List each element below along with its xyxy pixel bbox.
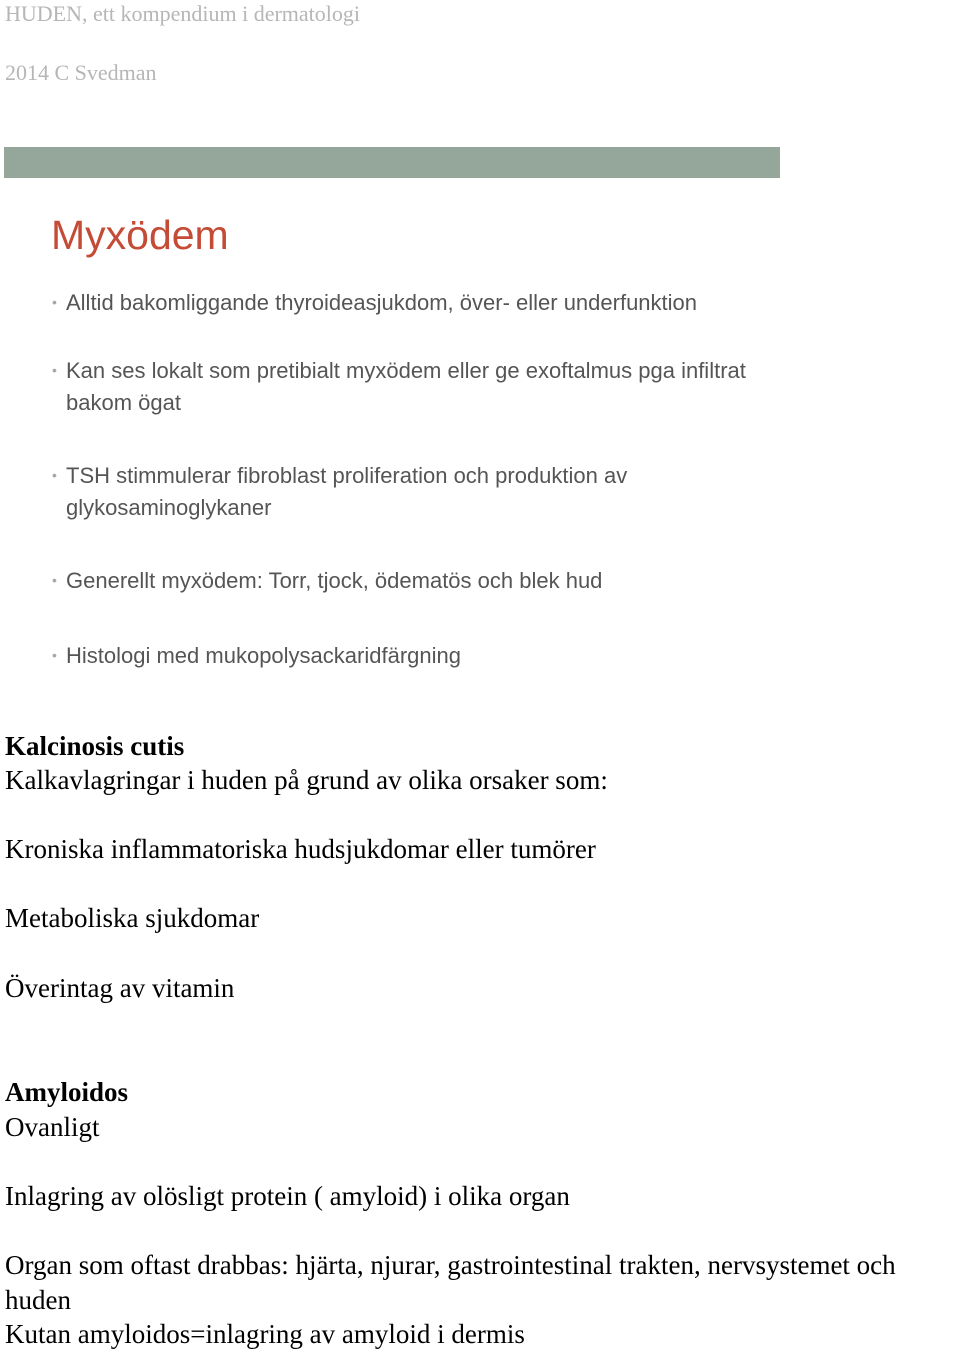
amyloidos-line: Organ som oftast drabbas: hjärta, njurar, gastrointestinal trakten, nervsystemet och huden [5,1250,896,1315]
slide-bullet-text: Kan ses lokalt som pretibialt myxödem eller ge exoftalmus pga infiltrat bakom ögat [66,358,746,415]
amyloidos-line: Kutan amyloidos=inlagring av amyloid i dermis [5,1319,525,1349]
slide-bullet [52,460,772,523]
bullet-dot: • [52,572,57,588]
amyloidos-line: Ovanligt [5,1112,100,1142]
bullet-dot: • [52,647,57,663]
kalcinosis-cause: Överintag av vitamin [5,973,235,1003]
author-line: 2014 C Svedman [5,60,157,85]
book-title: HUDEN, ett kompendium i dermatologi [5,1,360,26]
slide-bullet [52,640,772,672]
kalcinosis-heading: Kalcinosis cutis [5,731,185,761]
slide-bullet-text: Generellt myxödem: Torr, tjock, ödematös och blek hud [66,568,603,593]
slide-bullet-text: TSH stimmulerar fibroblast proliferation och produktion av glykosaminoglykaner [66,463,628,520]
bullet-dot: • [52,467,57,483]
slide-bullet [52,565,772,597]
slide-bullet-text: Alltid bakomliggande thyroideasjukdom, över- eller underfunktion [66,290,698,315]
bullet-dot: • [52,294,57,310]
kalcinosis-cause: Metaboliska sjukdomar [5,903,260,933]
slide-bullet [52,355,772,418]
slide-bullet-text: Histologi med mukopolysackaridfärgning [66,643,461,668]
kalcinosis-intro: Kalkavlagringar i huden på grund av olika orsaker som: [5,765,608,795]
kalcinosis-cause: Kroniska inflammatoriska hudsjukdomar eller tumörer [5,834,596,864]
amyloidos-heading: Amyloidos [5,1077,129,1107]
slide-title: Myxödem [51,212,229,258]
slide-bullet [52,287,772,319]
slide-header-band [4,147,780,178]
bullet-dot: • [52,362,57,378]
amyloidos-line: Inlagring av olösligt protein ( amyloid) i olika organ [5,1181,570,1211]
